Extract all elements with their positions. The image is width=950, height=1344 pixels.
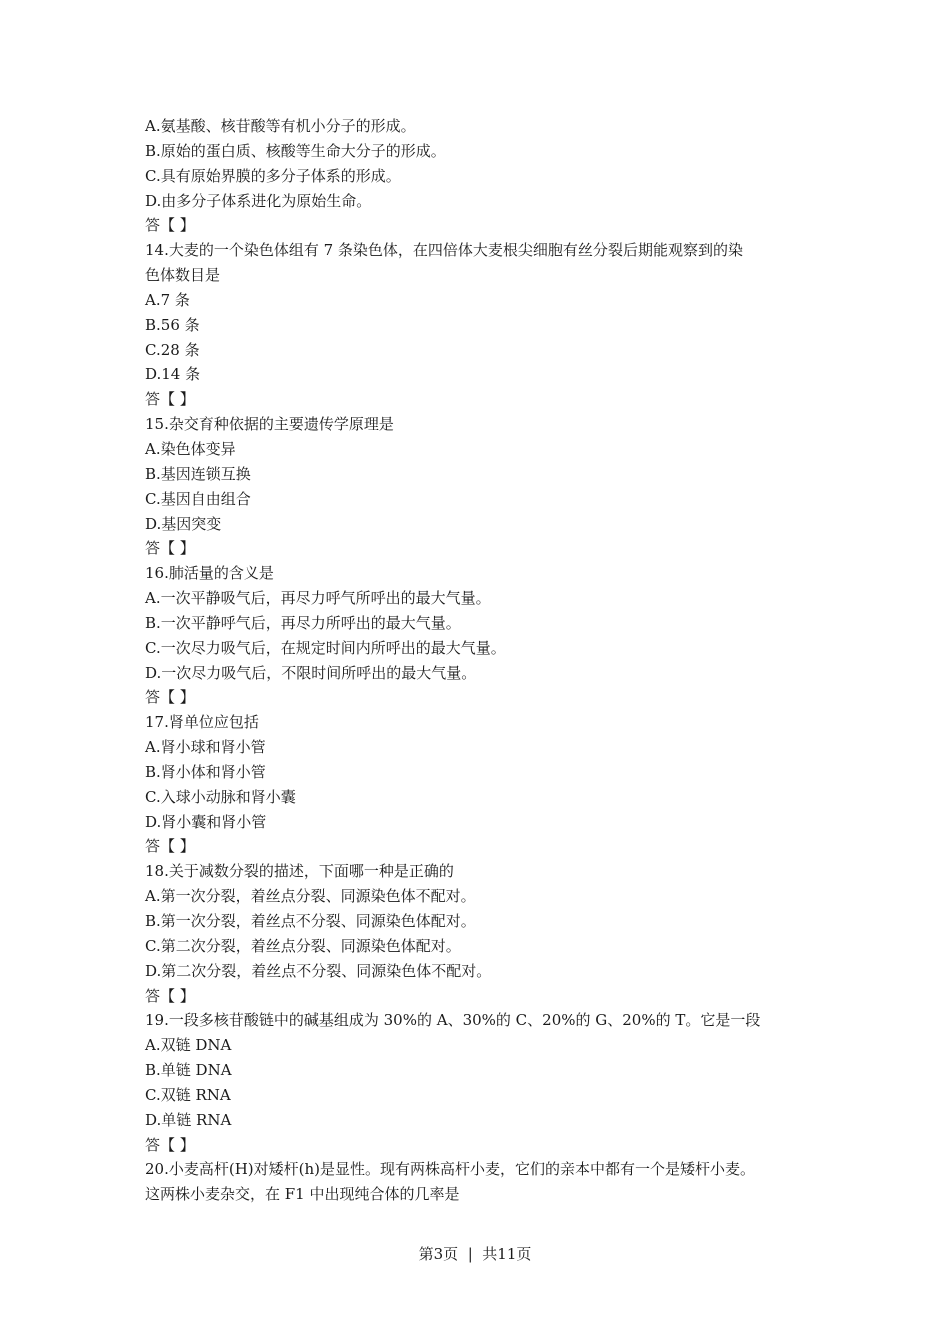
option-line: C.28 条 [145,340,200,359]
option-line: C.双链 RNA [145,1085,231,1104]
question-14-cont: 色体数目是 [145,266,221,285]
question-19: 19.一段多核苷酸链中的碱基组成为 30%的 A、30%的 C、20%的 G、20%的 T。它是一段 [145,1011,761,1030]
option-line: C.第二次分裂，着丝点分裂、同源染色体配对。 [145,936,461,955]
question-17: 17.肾单位应包括 [145,713,259,732]
option-line: D.基因突变 [145,514,222,533]
answer-line: 答【 】 [145,216,195,235]
option-line: D.由多分子体系进化为原始生命。 [145,191,372,210]
question-18: 18.关于减数分裂的描述，下面哪一种是正确的 [145,862,454,881]
option-line: D.肾小囊和肾小管 [145,812,267,831]
option-line: D.第二次分裂，着丝点不分裂、同源染色体不配对。 [145,961,492,980]
option-line: B.单链 DNA [145,1061,232,1080]
question-16: 16.肺活量的含义是 [145,564,274,583]
page-body [145,114,825,1207]
question-14: 14.大麦的一个染色体组有 7 条染色体，在四倍体大麦根尖细胞有丝分裂后期能观察到的染 [145,241,743,260]
question-20: 20.小麦高杆(H)对矮杆(h)是显性。现有两株高杆小麦，它们的亲本中都有一个是矮杆小麦。 [145,1160,756,1179]
option-line: D.14 条 [145,365,201,384]
option-line: A.氨基酸、核苷酸等有机小分子的形成。 [145,117,416,135]
option-line: D.单链 RNA [145,1110,232,1129]
option-line: A.双链 DNA [145,1036,232,1055]
answer-line: 答【 】 [145,688,195,707]
option-line: B.原始的蛋白质、核酸等生命大分子的形成。 [145,141,446,160]
answer-line: 答【 】 [145,837,195,856]
option-line: A.一次平静吸气后，再尽力呼气所呼出的最大气量。 [145,589,491,608]
option-line: B.第一次分裂，着丝点不分裂、同源染色体配对。 [145,912,476,930]
option-line: A.肾小球和肾小管 [145,738,266,757]
answer-line: 答【 】 [145,1135,195,1154]
option-line: C.入球小动脉和肾小囊 [145,787,296,806]
option-line: C.基因自由组合 [145,489,251,508]
option-line: B.肾小体和肾小管 [145,762,266,781]
answer-line: 答【 】 [145,986,195,1005]
option-line: C.一次尽力吸气后，在规定时间内所呼出的最大气量。 [145,638,506,657]
option-line: C.具有原始界膜的多分子体系的形成。 [145,166,401,185]
option-line: B.56 条 [145,315,200,334]
answer-line: 答【 】 [145,539,195,558]
option-line: A.染色体变异 [145,439,236,458]
question-20-cont: 这两株小麦杂交，在 F1 中出现纯合体的几率是 [145,1185,460,1204]
option-line: A.7 条 [145,290,190,309]
option-line: A.第一次分裂，着丝点分裂、同源染色体不配对。 [145,887,476,906]
answer-line: 答【 】 [145,390,195,409]
option-line: D.一次尽力吸气后，不限时间所呼出的最大气量。 [145,663,477,682]
page-footer: 第3页 | 共11页 [418,1245,532,1263]
option-line: B.基因连锁互换 [145,464,251,483]
question-15: 15.杂交育种依据的主要遗传学原理是 [145,415,394,434]
option-line: B.一次平静呼气后，再尽力所呼出的最大气量。 [145,613,461,632]
